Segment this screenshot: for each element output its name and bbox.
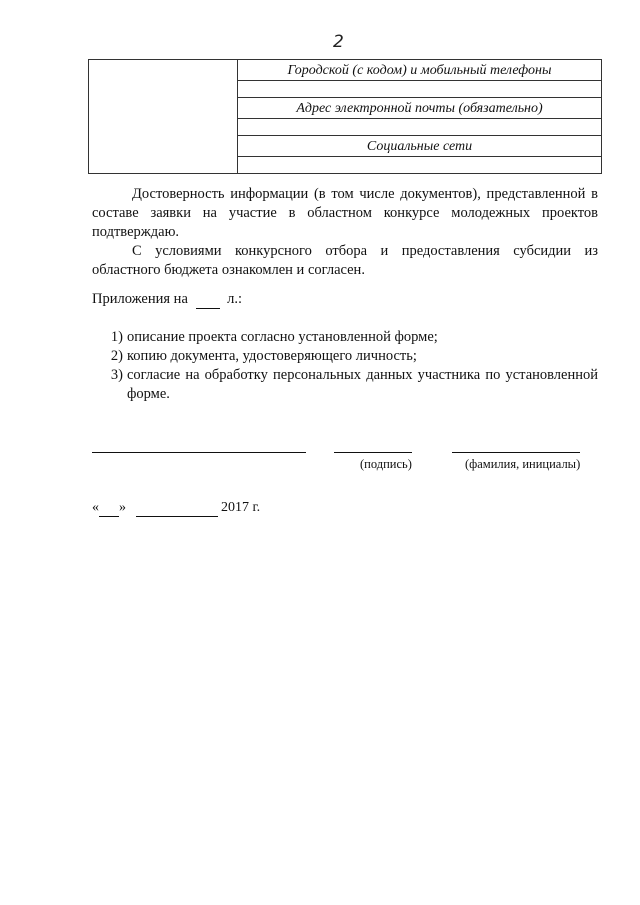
confirmation-text-1: Достоверность информации (в том числе документов), представленной в составе заявки на участие в областном конкурсе молодежных проектов подтверждаю.: [92, 186, 598, 240]
page-number: 2: [333, 32, 344, 52]
signature-line[interactable]: [334, 452, 412, 453]
list-item: [92, 347, 598, 366]
email-header: Адрес электронной почты (обязательно): [238, 98, 602, 119]
date-year: 2017 г.: [221, 500, 261, 515]
date-open-quote: «: [92, 500, 99, 515]
list-item-number: 2): [110, 348, 123, 364]
confirmation-paragraph-1: [92, 185, 598, 242]
social-value[interactable]: [238, 157, 602, 174]
list-item-text: копию документа, удостоверяющего личность;: [127, 348, 417, 364]
date-row: [92, 500, 260, 517]
confirmation-text-2: С условиями конкурсного отбора и предоставления субсидии из областного бюджета ознакомлен и согласен.: [92, 243, 598, 278]
name-line[interactable]: [452, 452, 580, 453]
name-label: (фамилия, инициалы): [465, 457, 581, 471]
social-header: Социальные сети: [238, 136, 602, 157]
date-close-quote: »: [119, 500, 126, 515]
confirmation-paragraph-2: [92, 242, 598, 280]
phone-value[interactable]: [238, 81, 602, 98]
attachments-suffix: л.:: [227, 291, 243, 307]
attachments-list: [92, 328, 598, 404]
list-item-text: согласие на обработку персональных данных участника по установленной форме.: [127, 367, 598, 402]
list-item-text: описание проекта согласно установленной форме;: [127, 329, 438, 345]
list-item: [92, 328, 598, 347]
attachments-pages-blank[interactable]: [196, 291, 220, 309]
date-month-blank[interactable]: [136, 500, 218, 517]
attachments-prefix: Приложения на: [92, 291, 188, 307]
email-value[interactable]: [238, 119, 602, 136]
phone-header: Городской (с кодом) и мобильный телефоны: [238, 60, 602, 81]
contact-table-left-cell: [89, 60, 238, 174]
date-day-blank[interactable]: [99, 500, 119, 517]
contact-table: [88, 59, 602, 174]
signature-label: (подпись): [360, 457, 412, 471]
position-line[interactable]: [92, 452, 306, 453]
list-item-number: 3): [110, 367, 123, 383]
attachments-line: [92, 291, 242, 309]
list-item-number: 1): [110, 329, 123, 345]
list-item: [92, 366, 598, 404]
